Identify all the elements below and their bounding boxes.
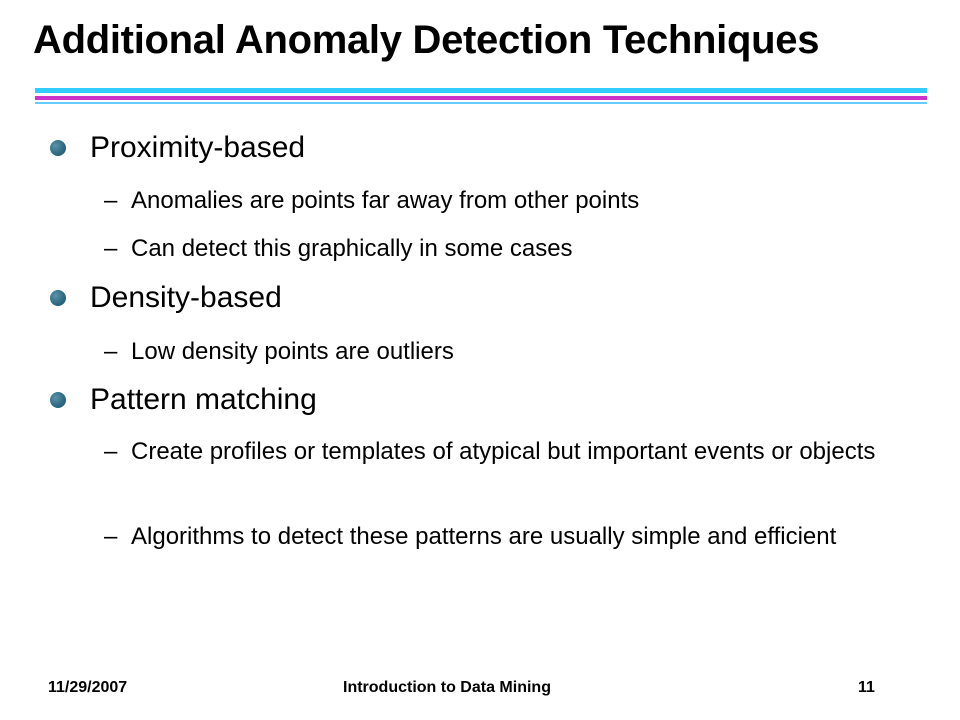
bullet-item-density (50, 281, 282, 315)
bullet-dot-icon (50, 290, 66, 306)
bullet-item-proximity (50, 131, 305, 165)
sub-item-text: Algorithms to detect these patterns are usually simple and efficient (131, 523, 837, 550)
footer-date: 11/29/2007 (48, 679, 128, 696)
sub-item (104, 184, 894, 217)
bullet-dot-icon (50, 392, 66, 408)
footer-page-number: 11 (858, 679, 875, 696)
dash-marker: – (104, 523, 118, 550)
dash-marker: – (104, 438, 118, 465)
sub-item-text: Can detect this graphically in some cases (131, 235, 573, 262)
sub-item (104, 232, 894, 265)
title-rule-thin (35, 102, 927, 104)
sub-item-text: Low density points are outliers (131, 338, 454, 365)
bullet-text: Density-based (90, 281, 282, 314)
slide-title: Additional Anomaly Detection Techniques (33, 18, 820, 62)
sub-item (104, 435, 894, 468)
sub-item-text: Create profiles or templates of atypical but important events or objects (131, 438, 876, 465)
title-rule-cyan (35, 88, 927, 93)
sub-item-text: Anomalies are points far away from other points (131, 187, 640, 214)
bullet-text: Proximity-based (90, 131, 306, 164)
sub-item (104, 520, 894, 553)
dash-marker: – (104, 235, 118, 262)
bullet-item-pattern-matching (50, 383, 317, 417)
bullet-text: Pattern matching (90, 383, 317, 416)
bullet-dot-icon (50, 140, 66, 156)
sub-item (104, 335, 894, 368)
footer-course-title: Introduction to Data Mining (343, 679, 551, 696)
title-rule-magenta (35, 96, 927, 100)
dash-marker: – (104, 187, 118, 214)
dash-marker: – (104, 338, 118, 365)
